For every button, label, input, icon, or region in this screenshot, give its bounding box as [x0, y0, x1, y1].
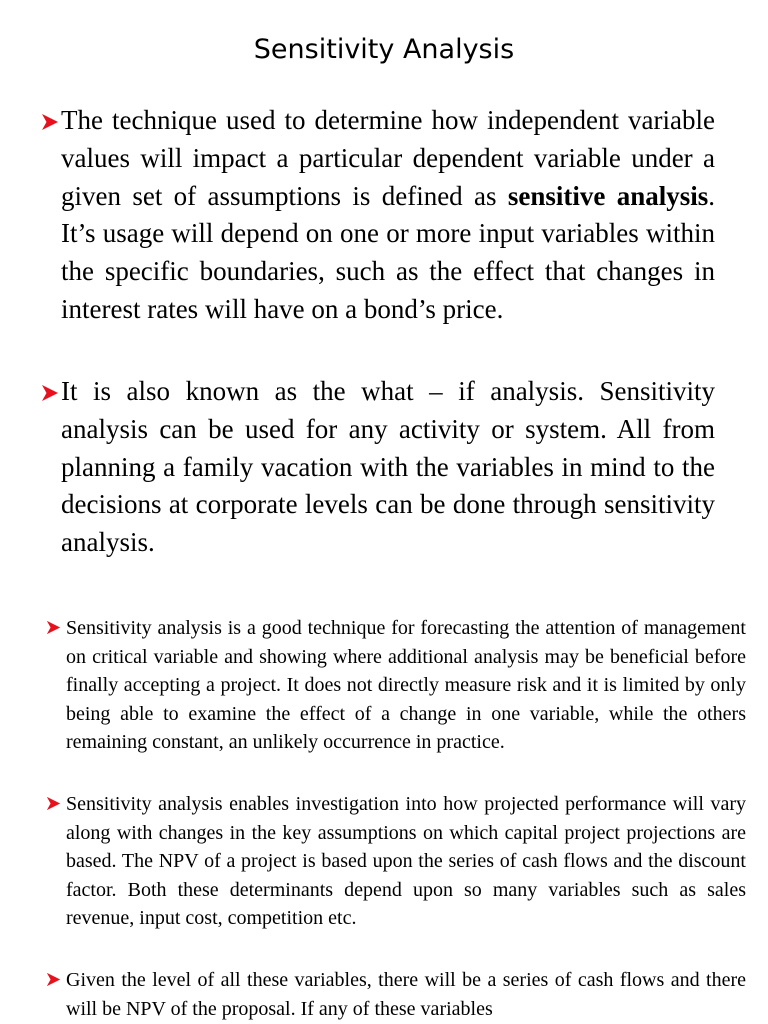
bullet-technique-definition: [61, 102, 715, 329]
bullet-text: Given the level of all these variables, there will be a series of cash flows and there will be NPV of the proposal. If any of these variables: [66, 969, 746, 1020]
red-arrowhead-icon: [41, 113, 59, 131]
bullet-cash-flow-variables: [66, 966, 746, 1023]
bullet-text: It is also known as the what – if analysis. Sensitivity analysis can be used for any activity or system. All from planning a family vacation with the variables in mind to the decisions at corporate levels can be done through sensitivity analysis.: [61, 376, 715, 558]
bold-term: sensitive analysis: [507, 180, 709, 211]
red-arrowhead-icon: [46, 972, 61, 987]
bullet-text-continued: . It’s usage will depend on one or more input variables within the specific boundaries, such as the effect that changes in interest rates will have on a bond’s price.: [61, 180, 715, 324]
red-arrowhead-icon: [46, 620, 61, 635]
bullet-text: Sensitivity analysis is a good technique for forecasting the attention of management on critical variable and showing where additional analysis may be beneficial before finally accepting a project. It does not directly measure risk and it is limited by only being able to examine the effect of a change in one variable, while the others remaining constant, an unlikely occurrence in practice.: [66, 617, 746, 753]
bullet-text: The technique used to determine how independent variable values will impact a particular dependent variable under a given set of assumptions is defined as: [61, 105, 715, 211]
red-arrowhead-icon: [46, 796, 61, 811]
red-arrowhead-icon: [41, 384, 59, 402]
page-title: Sensitivity Analysis: [253, 34, 515, 65]
bullet-projected-performance: [66, 790, 746, 933]
bullet-text: Sensitivity analysis enables investigation into how projected performance will vary along with changes in the key assumptions on which capital project projections are based. The NPV of a project is based upon the series of cash flows and the discount factor. Both these determinants depend upon so many variables such as sales revenue, input cost, competition etc.: [66, 793, 746, 929]
bullet-what-if-analysis: [61, 373, 715, 562]
bullet-forecasting-technique: [66, 614, 746, 757]
